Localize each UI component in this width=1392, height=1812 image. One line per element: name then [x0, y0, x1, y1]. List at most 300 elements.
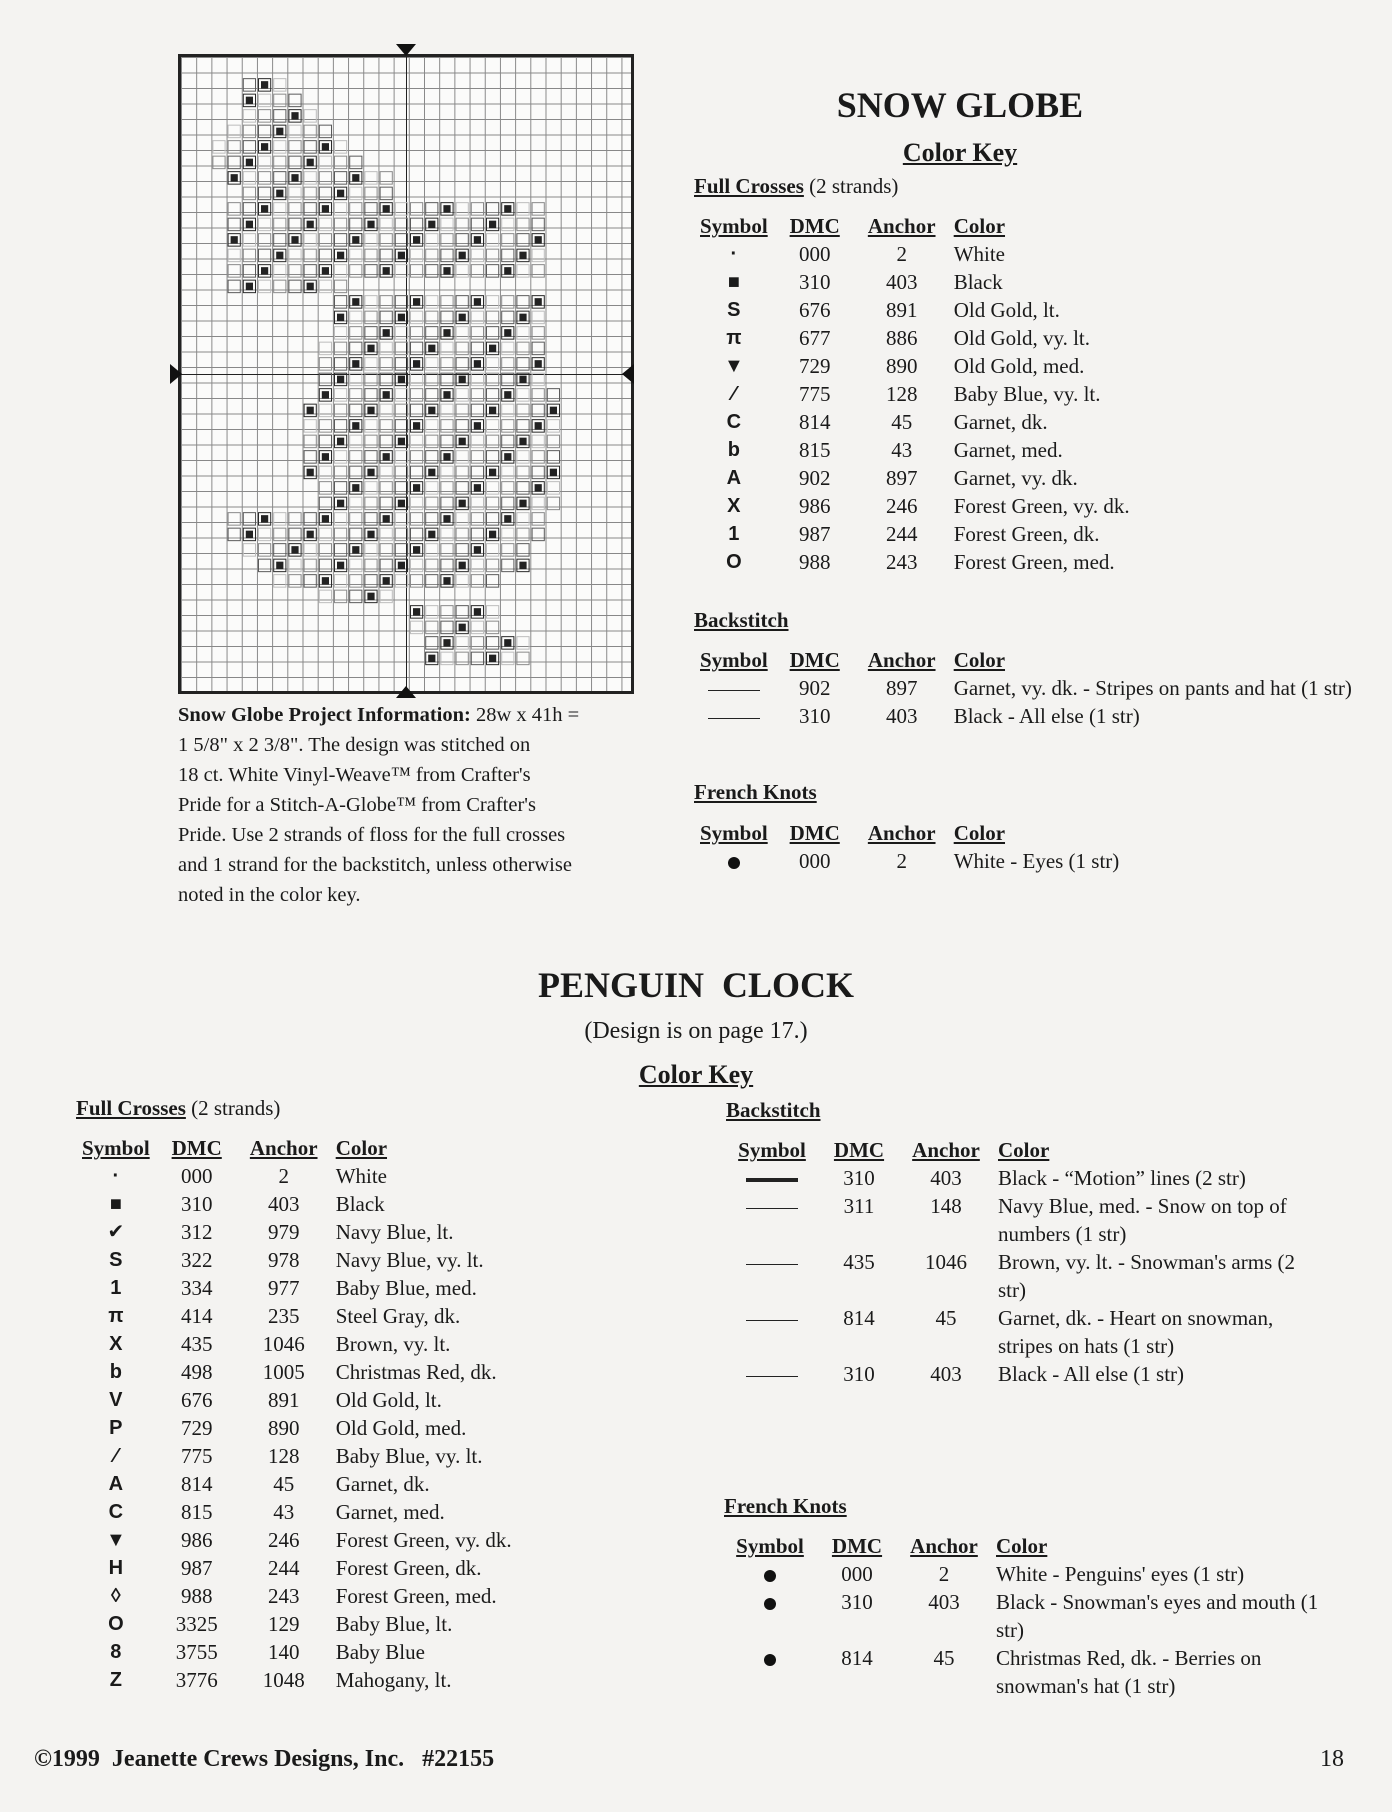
stitch-cell — [259, 125, 271, 137]
key-dmc: 986 — [798, 494, 831, 518]
stitch-fill — [352, 484, 359, 492]
stitch-cell — [517, 482, 529, 495]
stitch-fill — [246, 97, 253, 105]
stitch-cell — [274, 203, 286, 216]
stitch-cell — [471, 466, 483, 479]
key-symbol: O — [108, 1613, 124, 1635]
stitch-cell — [456, 265, 468, 278]
stitch-cell — [259, 280, 271, 293]
key-symbol: H — [108, 1557, 124, 1579]
stitch-cell — [456, 420, 468, 433]
stitch-cell — [228, 265, 240, 278]
stitch-cell — [456, 389, 468, 402]
key-row — [694, 324, 1136, 352]
key-color: Garnet, dk. - Heart on snowman, stripes on hats (1 str) — [998, 1306, 1274, 1358]
stitch-fill — [489, 655, 496, 663]
french-knot-icon — [764, 1598, 776, 1610]
stitch-fill — [504, 639, 511, 647]
stitch-cell — [243, 110, 255, 123]
page-number: 18 — [1320, 1746, 1344, 1772]
key-anchor: 403 — [930, 1166, 962, 1190]
key-anchor: 45 — [933, 1646, 955, 1670]
stitch-fill — [398, 376, 405, 384]
stitch-cell — [395, 389, 407, 402]
stitch-cell — [335, 234, 347, 247]
stitch-cell — [411, 559, 423, 572]
stitch-cell — [426, 327, 438, 340]
stitch-cell — [395, 420, 407, 433]
stitch-cell — [517, 389, 529, 402]
project-info-line: Pride for a Stitch-A-Globe™ from Crafter's — [178, 794, 536, 816]
stitch-fill — [367, 345, 374, 353]
stitch-cell — [502, 373, 514, 386]
key-color: Black - Snowman's eyes and mouth (1 str) — [996, 1590, 1319, 1642]
stitch-cell — [335, 358, 347, 371]
stitch-cell — [289, 218, 301, 231]
key-anchor: 45 — [891, 410, 913, 434]
stitch-fill — [261, 515, 268, 523]
stitch-cell — [380, 358, 392, 371]
key-symbol: · — [112, 1165, 120, 1187]
stitch-fill — [307, 221, 314, 229]
stitch-fill — [428, 345, 435, 353]
stitch-fill — [231, 174, 238, 182]
stitch-cell — [471, 404, 483, 417]
stitch-fill — [535, 484, 542, 492]
stitch-cell — [517, 234, 529, 247]
key-symbol: C — [726, 411, 742, 433]
stitch-cell — [426, 296, 438, 309]
key-anchor: 148 — [930, 1194, 962, 1218]
stitch-fill — [504, 329, 511, 337]
stitch-cell — [502, 342, 514, 355]
stitch-fill — [489, 407, 496, 415]
key-dmc: 3325 — [175, 1612, 218, 1636]
stitch-cell — [319, 125, 331, 137]
key-row — [724, 1588, 1334, 1644]
stitch-cell — [411, 327, 423, 340]
stitch-cell — [456, 482, 468, 495]
stitch-fill — [474, 360, 481, 368]
french-knot-icon — [728, 857, 740, 869]
stitch-cell — [274, 79, 286, 92]
stitch-cell — [243, 79, 255, 92]
stitch-fill — [352, 422, 359, 430]
key-symbol-cell — [694, 847, 774, 875]
key-anchor: 2 — [938, 1562, 950, 1586]
col-anchor: Anchor — [867, 648, 936, 672]
key-color: Old Gold, med. — [335, 1416, 467, 1440]
backstitch-line-icon — [746, 1264, 798, 1265]
key-symbol: A — [108, 1473, 124, 1495]
key-row — [694, 674, 1358, 702]
key-dmc: 000 — [798, 242, 831, 266]
stitch-cell — [289, 575, 301, 588]
key-anchor: 246 — [885, 494, 918, 518]
stitch-cell — [456, 327, 468, 340]
stitch-cell — [304, 234, 316, 247]
center-arrow-left — [170, 364, 182, 384]
stitch-cell — [517, 652, 529, 665]
key-row — [694, 464, 1136, 492]
stitch-cell — [487, 513, 499, 526]
stitch-cell — [502, 559, 514, 572]
stitch-cell — [365, 203, 377, 216]
stitch-cell — [395, 451, 407, 464]
stitch-cell — [319, 590, 331, 603]
key-anchor: 243 — [885, 550, 918, 574]
stitch-fill — [398, 562, 405, 570]
col-dmc: DMC — [789, 821, 840, 845]
key-row — [76, 1414, 518, 1442]
key-color: Forest Green, vy. dk. — [335, 1528, 512, 1552]
key-anchor: 403 — [885, 704, 918, 728]
stitch-cell — [487, 389, 499, 402]
stitch-fill — [504, 453, 511, 461]
stitch-fill — [337, 500, 344, 508]
snow-globe-pattern — [181, 57, 631, 691]
stitch-cell — [395, 466, 407, 479]
key-symbol: 8 — [110, 1641, 122, 1663]
stitch-cell — [304, 187, 316, 200]
stitch-cell — [335, 466, 347, 479]
stitch-fill — [322, 515, 329, 523]
col-symbol: Symbol — [700, 821, 768, 845]
key-color: Garnet, med. — [953, 438, 1063, 462]
stitch-cell — [335, 513, 347, 526]
stitch-cell — [456, 342, 468, 355]
stitch-fill — [474, 422, 481, 430]
stitch-cell — [319, 234, 331, 247]
key-row — [76, 1190, 518, 1218]
stitch-cell — [380, 420, 392, 433]
stitch-cell — [441, 404, 453, 417]
stitch-cell — [532, 342, 544, 355]
stitch-fill — [519, 314, 526, 322]
stitch-cell — [426, 637, 438, 650]
key-color: Old Gold, lt. — [335, 1388, 442, 1412]
backstitch-line-icon — [746, 1376, 798, 1377]
stitch-cell — [335, 420, 347, 433]
stitch-cell — [532, 327, 544, 340]
stitch-cell — [441, 296, 453, 309]
key-color: Christmas Red, dk. - Berries on snowman's hat (1 str) — [996, 1646, 1262, 1698]
snow-globe-full-crosses-heading — [694, 174, 898, 199]
stitch-fill — [535, 422, 542, 430]
stitch-cell — [350, 590, 362, 603]
stitch-cell — [395, 342, 407, 355]
stitch-cell — [426, 420, 438, 433]
stitch-cell — [350, 342, 362, 355]
stitch-cell — [532, 265, 544, 278]
key-dmc: 986 — [180, 1528, 213, 1552]
stitch-fill — [383, 515, 390, 523]
stitch-cell — [502, 358, 514, 371]
stitch-cell — [456, 234, 468, 247]
key-color: White — [953, 242, 1005, 266]
stitch-cell — [259, 94, 271, 107]
stitch-cell — [335, 389, 347, 402]
key-row — [76, 1386, 518, 1414]
stitch-cell — [471, 621, 483, 634]
french-knot-icon — [764, 1654, 776, 1666]
key-anchor: 244 — [267, 1556, 300, 1580]
key-row — [76, 1498, 518, 1526]
stitch-fill — [519, 252, 526, 260]
stitch-cell — [380, 404, 392, 417]
key-color: White - Eyes (1 str) — [953, 849, 1120, 873]
stitch-fill — [276, 128, 283, 135]
stitch-cell — [380, 311, 392, 324]
stitch-fill — [443, 577, 450, 585]
stitch-cell — [395, 513, 407, 526]
key-symbol: 1 — [110, 1277, 122, 1299]
stitch-fill — [504, 267, 511, 275]
stitch-cell — [517, 466, 529, 479]
stitch-cell — [395, 528, 407, 541]
key-anchor: 246 — [267, 1528, 300, 1552]
stitch-cell — [259, 172, 271, 185]
key-row — [694, 240, 1136, 268]
key-symbol: π — [108, 1305, 124, 1327]
stitch-cell — [335, 141, 347, 154]
stitch-fill — [459, 438, 466, 446]
stitch-cell — [319, 420, 331, 433]
stitch-cell — [380, 482, 392, 495]
stitch-cell — [411, 621, 423, 634]
stitch-cell — [487, 497, 499, 510]
stitch-fill — [398, 314, 405, 322]
key-color: Brown, vy. lt. - Snowman's arms (2 str) — [998, 1250, 1295, 1302]
stitch-cell — [365, 187, 377, 200]
penguin-clock-color-key-title: Color Key — [638, 1060, 754, 1089]
key-row — [694, 520, 1136, 548]
stitch-cell — [502, 652, 514, 665]
stitch-cell — [441, 218, 453, 231]
key-anchor: 1046 — [925, 1250, 967, 1274]
stitch-fill — [307, 531, 314, 539]
stitch-cell — [456, 203, 468, 216]
key-color: Baby Blue, med. — [335, 1276, 477, 1300]
key-symbol: ⁄ — [732, 383, 736, 405]
stitch-cell — [517, 218, 529, 231]
key-symbol-cell — [724, 1588, 816, 1644]
stitch-cell — [380, 590, 392, 603]
stitch-cell — [365, 265, 377, 278]
penguin-full-crosses-table — [76, 1134, 518, 1694]
key-color: Christmas Red, dk. — [335, 1360, 497, 1384]
stitch-cell — [350, 513, 362, 526]
stitch-cell — [380, 218, 392, 231]
backstitch-line-icon — [746, 1208, 798, 1209]
stitch-cell — [365, 311, 377, 324]
stitch-fill — [337, 252, 344, 260]
stitch-cell — [547, 497, 559, 510]
stitch-cell — [502, 404, 514, 417]
stitch-cell — [304, 203, 316, 216]
stitch-cell — [335, 280, 347, 293]
stitch-cell — [517, 544, 529, 557]
stitch-cell — [502, 497, 514, 510]
key-anchor: 2 — [278, 1164, 289, 1188]
key-dmc: 775 — [798, 382, 831, 406]
key-row — [76, 1666, 518, 1694]
snow-globe-chart — [178, 54, 634, 694]
stitch-fill — [535, 298, 542, 306]
stitch-cell — [471, 435, 483, 448]
stitch-cell — [426, 621, 438, 634]
stitch-cell — [380, 497, 392, 510]
stitch-cell — [517, 404, 529, 417]
stitch-cell — [228, 528, 240, 541]
key-anchor: 890 — [267, 1416, 300, 1440]
key-symbol-cell — [726, 1164, 818, 1192]
stitch-cell — [380, 559, 392, 572]
project-info-line: 18 ct. White Vinyl-Weave™ from Crafter's — [178, 764, 531, 786]
key-dmc: 000 — [798, 849, 831, 873]
key-anchor: 43 — [273, 1500, 295, 1524]
key-anchor: 1046 — [262, 1332, 305, 1356]
stitch-fill — [459, 314, 466, 322]
stitch-fill — [428, 407, 435, 415]
key-symbol: A — [726, 467, 742, 489]
stitch-cell — [365, 389, 377, 402]
key-color: Garnet, dk. — [953, 410, 1048, 434]
stitch-cell — [471, 652, 483, 665]
stitch-fill — [322, 577, 329, 585]
stitch-cell — [411, 404, 423, 417]
key-row — [76, 1218, 518, 1246]
stitch-cell — [274, 528, 286, 541]
stitch-cell — [289, 203, 301, 216]
key-color: Baby Blue, lt. — [335, 1612, 453, 1636]
stitch-cell — [350, 311, 362, 324]
stitch-cell — [441, 528, 453, 541]
stitch-fill — [367, 531, 374, 539]
stitch-cell — [532, 249, 544, 262]
key-row — [726, 1164, 1326, 1192]
stitch-cell — [426, 389, 438, 402]
key-color: Steel Gray, dk. — [335, 1304, 461, 1328]
stitch-cell — [502, 420, 514, 433]
stitch-cell — [471, 637, 483, 650]
key-row — [76, 1330, 518, 1358]
stitch-cell — [243, 544, 255, 557]
stitch-cell — [365, 575, 377, 588]
stitch-cell — [274, 544, 286, 557]
key-symbol-cell — [726, 1360, 818, 1388]
col-color: Color — [335, 1136, 388, 1160]
stitch-cell — [365, 497, 377, 510]
stitch-cell — [365, 420, 377, 433]
stitch-cell — [259, 544, 271, 557]
col-color: Color — [998, 1138, 1050, 1162]
stitch-cell — [456, 606, 468, 619]
key-dmc: 987 — [798, 522, 831, 546]
backstitch-line-icon — [708, 718, 760, 719]
key-dmc: 814 — [841, 1646, 873, 1670]
key-dmc: 988 — [180, 1584, 213, 1608]
stitch-fill — [367, 407, 374, 415]
stitch-cell — [547, 389, 559, 402]
key-dmc: 814 — [180, 1472, 213, 1496]
penguin-clock-title: PENGUIN CLOCK — [537, 965, 855, 1005]
stitch-cell — [213, 156, 225, 169]
key-color: White — [335, 1164, 387, 1188]
key-row — [694, 548, 1136, 576]
stitch-fill — [550, 469, 557, 477]
key-anchor: 891 — [885, 298, 918, 322]
stitch-fill — [367, 221, 374, 229]
snow-globe-title: SNOW GLOBE — [836, 85, 1084, 125]
stitch-cell — [456, 218, 468, 231]
stitch-cell — [487, 296, 499, 309]
stitch-cell — [243, 234, 255, 247]
penguin-backstitch-label: Backstitch — [726, 1098, 821, 1122]
stitch-cell — [365, 172, 377, 185]
stitch-fill — [413, 236, 420, 244]
stitch-cell — [380, 342, 392, 355]
stitch-fill — [261, 143, 268, 151]
key-dmc: 310 — [841, 1590, 873, 1614]
stitch-cell — [441, 466, 453, 479]
stitch-cell — [304, 249, 316, 262]
stitch-cell — [319, 435, 331, 448]
key-anchor: 403 — [930, 1362, 962, 1386]
stitch-fill — [322, 453, 329, 461]
stitch-cell — [411, 466, 423, 479]
stitch-cell — [289, 125, 301, 137]
stitch-cell — [350, 327, 362, 340]
stitch-cell — [456, 575, 468, 588]
snow-globe-french-knots-label: French Knots — [694, 780, 817, 804]
stitch-cell — [304, 110, 316, 123]
key-dmc: 000 — [180, 1164, 213, 1188]
stitch-cell — [289, 513, 301, 526]
stitch-fill — [383, 453, 390, 461]
key-anchor: 2 — [896, 849, 907, 873]
col-anchor: Anchor — [249, 1136, 318, 1160]
stitch-cell — [502, 528, 514, 541]
stitch-cell — [319, 373, 331, 386]
stitch-cell — [289, 94, 301, 107]
stitch-fill — [443, 515, 450, 523]
stitch-cell — [274, 218, 286, 231]
stitch-fill — [276, 190, 283, 198]
stitch-cell — [365, 234, 377, 247]
stitch-cell — [411, 203, 423, 216]
stitch-fill — [367, 593, 374, 601]
key-symbol: V — [109, 1389, 123, 1411]
key-row — [694, 352, 1136, 380]
stitch-cell — [456, 451, 468, 464]
stitch-cell — [517, 342, 529, 355]
stitch-cell — [228, 280, 240, 293]
key-anchor: 128 — [267, 1444, 300, 1468]
stitch-cell — [487, 311, 499, 324]
stitch-cell — [411, 249, 423, 262]
key-symbol: ✔ — [107, 1221, 125, 1243]
stitch-cell — [502, 249, 514, 262]
stitch-cell — [426, 482, 438, 495]
penguin-backstitch-table — [726, 1136, 1326, 1388]
stitch-fill — [413, 360, 420, 368]
stitch-fill — [322, 391, 329, 399]
stitch-cell — [289, 249, 301, 262]
stitch-cell — [228, 156, 240, 169]
key-color: Garnet, vy. dk. — [953, 466, 1078, 490]
stitch-fill — [474, 546, 481, 554]
